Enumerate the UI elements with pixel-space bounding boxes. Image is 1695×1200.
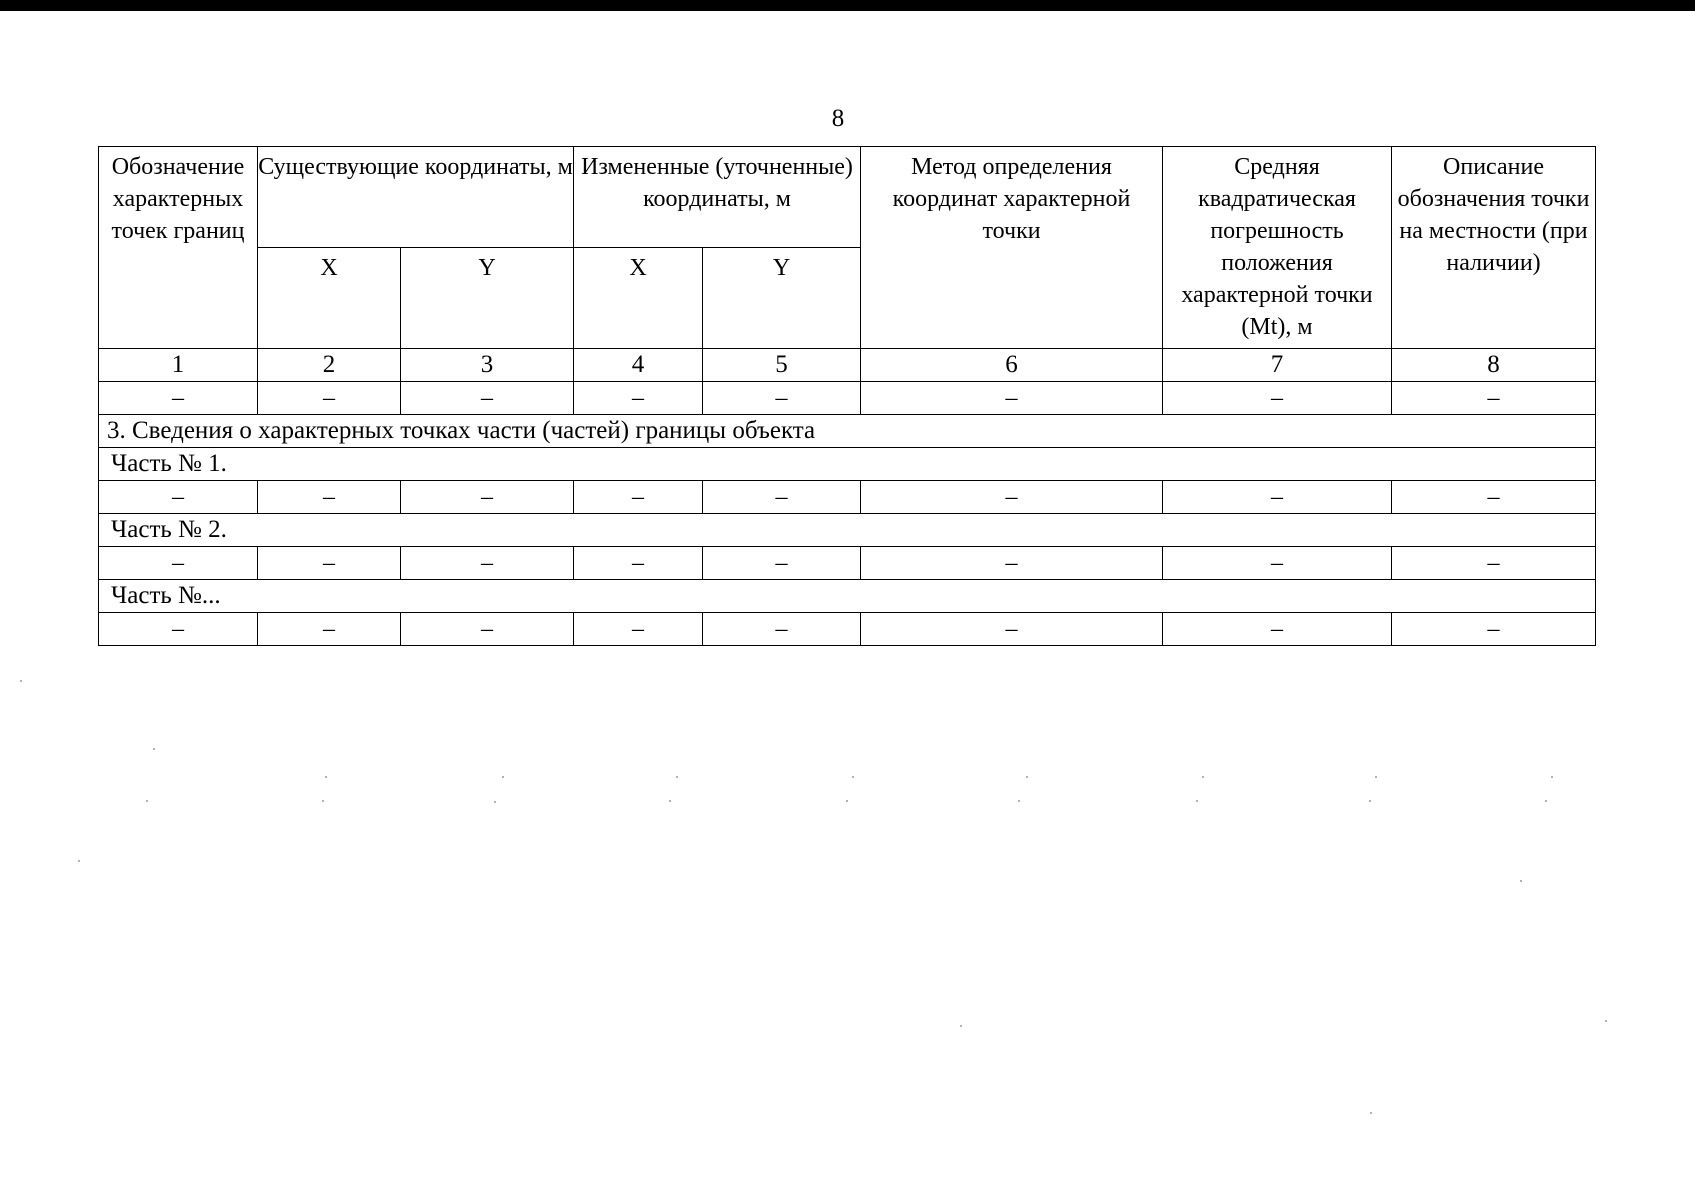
table-cell: –	[99, 382, 258, 415]
header-changed-x: X	[574, 248, 703, 349]
column-number: 8	[1392, 349, 1596, 382]
header-existing-coordinates: Существующие координаты, м	[258, 147, 574, 248]
part-label: Часть №...	[99, 580, 1596, 613]
scan-top-border	[0, 0, 1695, 11]
table-cell: –	[1392, 613, 1596, 646]
table-cell: –	[1392, 547, 1596, 580]
table-row	[99, 547, 1596, 580]
section-row	[99, 415, 1596, 448]
header-changed-y: Y	[703, 248, 861, 349]
column-number: 4	[574, 349, 703, 382]
table-cell: –	[1392, 382, 1596, 415]
table-cell: –	[99, 481, 258, 514]
column-number-row	[99, 349, 1596, 382]
table-cell: –	[574, 613, 703, 646]
column-number: 2	[258, 349, 401, 382]
table-cell: –	[258, 613, 401, 646]
header-changed-coordinates: Измененные (уточненные) координаты, м	[574, 147, 861, 248]
part-label: Часть № 1.	[99, 448, 1596, 481]
table-cell: –	[99, 613, 258, 646]
part-label-row	[99, 448, 1596, 481]
table-cell: –	[703, 613, 861, 646]
table-row	[99, 382, 1596, 415]
characteristic-points-table	[98, 146, 1596, 646]
header-method: Метод определения координат характерной точки	[861, 147, 1163, 349]
table-cell: –	[1392, 481, 1596, 514]
table-cell: –	[258, 481, 401, 514]
table-cell: –	[401, 547, 574, 580]
table-cell: –	[401, 613, 574, 646]
part-label-row	[99, 580, 1596, 613]
table-cell: –	[861, 382, 1163, 415]
header-existing-x: X	[258, 248, 401, 349]
table-cell: –	[703, 481, 861, 514]
table-cell: –	[401, 382, 574, 415]
part-label: Часть № 2.	[99, 514, 1596, 547]
section-title: 3. Сведения о характерных точках части (частей) границы объекта	[99, 415, 1596, 448]
header-existing-y: Y	[401, 248, 574, 349]
column-number: 5	[703, 349, 861, 382]
table-cell: –	[703, 382, 861, 415]
column-number: 3	[401, 349, 574, 382]
table-cell: –	[401, 481, 574, 514]
header-row-top	[99, 147, 1596, 248]
table-cell: –	[574, 547, 703, 580]
header-designation: Обозначение характерных точек границ	[99, 147, 258, 349]
table-cell: –	[574, 481, 703, 514]
table-cell: –	[1163, 481, 1392, 514]
table-cell: –	[703, 547, 861, 580]
part-label-row	[99, 514, 1596, 547]
header-mean-square-error: Средняя квадратическая погрешность положения характерной точки (Mt), м	[1163, 147, 1392, 349]
table-cell: –	[1163, 382, 1392, 415]
table-cell: –	[258, 547, 401, 580]
table-cell: –	[861, 613, 1163, 646]
table-cell: –	[574, 382, 703, 415]
table-cell: –	[1163, 613, 1392, 646]
page-number: 8	[831, 105, 845, 132]
table-cell: –	[861, 481, 1163, 514]
table-cell: –	[861, 547, 1163, 580]
table-cell: –	[99, 547, 258, 580]
column-number: 1	[99, 349, 258, 382]
table-cell: –	[1163, 547, 1392, 580]
table-row	[99, 613, 1596, 646]
table-row	[99, 481, 1596, 514]
column-number: 7	[1163, 349, 1392, 382]
column-number: 6	[861, 349, 1163, 382]
table-cell: –	[258, 382, 401, 415]
header-point-description: Описание обозначения точки на местности (при наличии)	[1392, 147, 1596, 349]
